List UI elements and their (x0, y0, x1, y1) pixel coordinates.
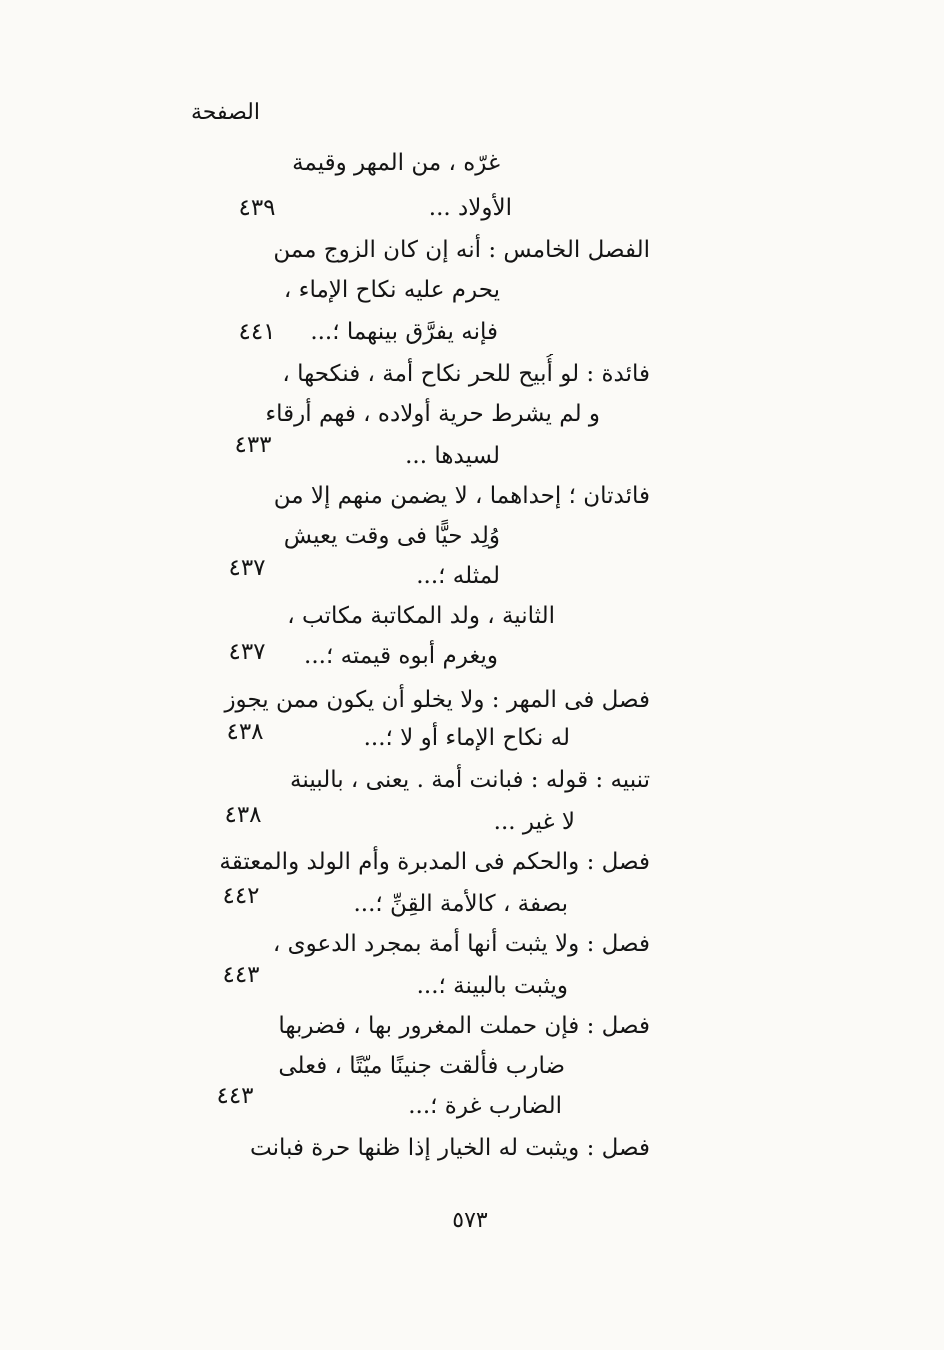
entry-line: الضارب غرة ؛... (408, 1093, 562, 1119)
entry-line: فائدتان ؛ إحداهما ، لا يضمن منهم إلا من (273, 483, 650, 509)
entry-page-number: ٤٣٨ (226, 719, 264, 745)
entry-page-number: ٤٤٣ (222, 962, 260, 988)
entry-line: بصفة ، كالأمة القِنِّ ؛... (353, 891, 568, 917)
entry-line: تنبيه : قوله : فبانت أمة . يعنى ، بالبينة (290, 767, 650, 793)
entry-line: فصل فى المهر : ولا يخلو أن يكون ممن يجوز (224, 687, 650, 713)
entry-line: ويثبت بالبينة ؛... (416, 973, 568, 999)
entry-line: ضارب فألقت جنينًا ميّتًا ، فعلى (278, 1053, 565, 1079)
entry-page-number: ٤٣٣ (234, 432, 272, 458)
entry-line: و لم يشرط حرية أولاده ، فهم أرقاء (265, 401, 600, 427)
entry-line: غرّه ، من المهر وقيمة (292, 150, 500, 176)
entry-page-number: ٤٣٨ (224, 802, 262, 828)
entry-line: الثانية ، ولد المكاتبة مكاتب ، (287, 603, 555, 629)
entry-page-number: ٤٤٣ (216, 1083, 254, 1109)
entry-line: الأولاد ... (428, 195, 512, 221)
entry-line: فصل : والحكم فى المدبرة وأم الولد والمعتقة (219, 849, 650, 875)
entry-page-number: ٤٣٧ (228, 555, 266, 581)
entry-page-number: ٤٤٢ (222, 883, 260, 909)
entry-page-number: ٤٣٩ (238, 195, 276, 221)
entry-line: لسيدها ... (405, 443, 500, 469)
entry-line: لا غير ... (493, 809, 575, 835)
page-column-label: الصفحة (190, 100, 260, 125)
entry-line: وُلِد حيًّا فى وقت يعيش (283, 523, 500, 549)
entry-page-number: ٤٤١ (238, 319, 276, 345)
entry-line: فإنه يفرَّق بينهما ؛... (310, 319, 498, 345)
entry-line: ويغرم أبوه قيمته ؛... (304, 643, 498, 669)
entry-line: فائدة : لو أُبيح للحر نكاح أمة ، فنكحها ، (282, 361, 650, 387)
entry-line: الفصل الخامس : أنه إن كان الزوج ممن (273, 237, 650, 263)
entry-line: فصل : ويثبت له الخيار إذا ظنها حرة فبانت (250, 1135, 650, 1161)
entry-line: لمثله ؛... (416, 563, 500, 589)
entry-line: يحرم عليه نكاح الإماء ، (283, 277, 500, 303)
page-number-footer: ٥٧٣ (452, 1208, 488, 1233)
entry-line: فصل : ولا يثبت أنها أمة بمجرد الدعوى ، (272, 931, 650, 957)
entry-line: فصل : فإن حملت المغرور بها ، فضربها (278, 1013, 650, 1039)
entry-page-number: ٤٣٧ (228, 639, 266, 665)
entry-line: له نكاح الإماء أو لا ؛... (363, 725, 570, 751)
